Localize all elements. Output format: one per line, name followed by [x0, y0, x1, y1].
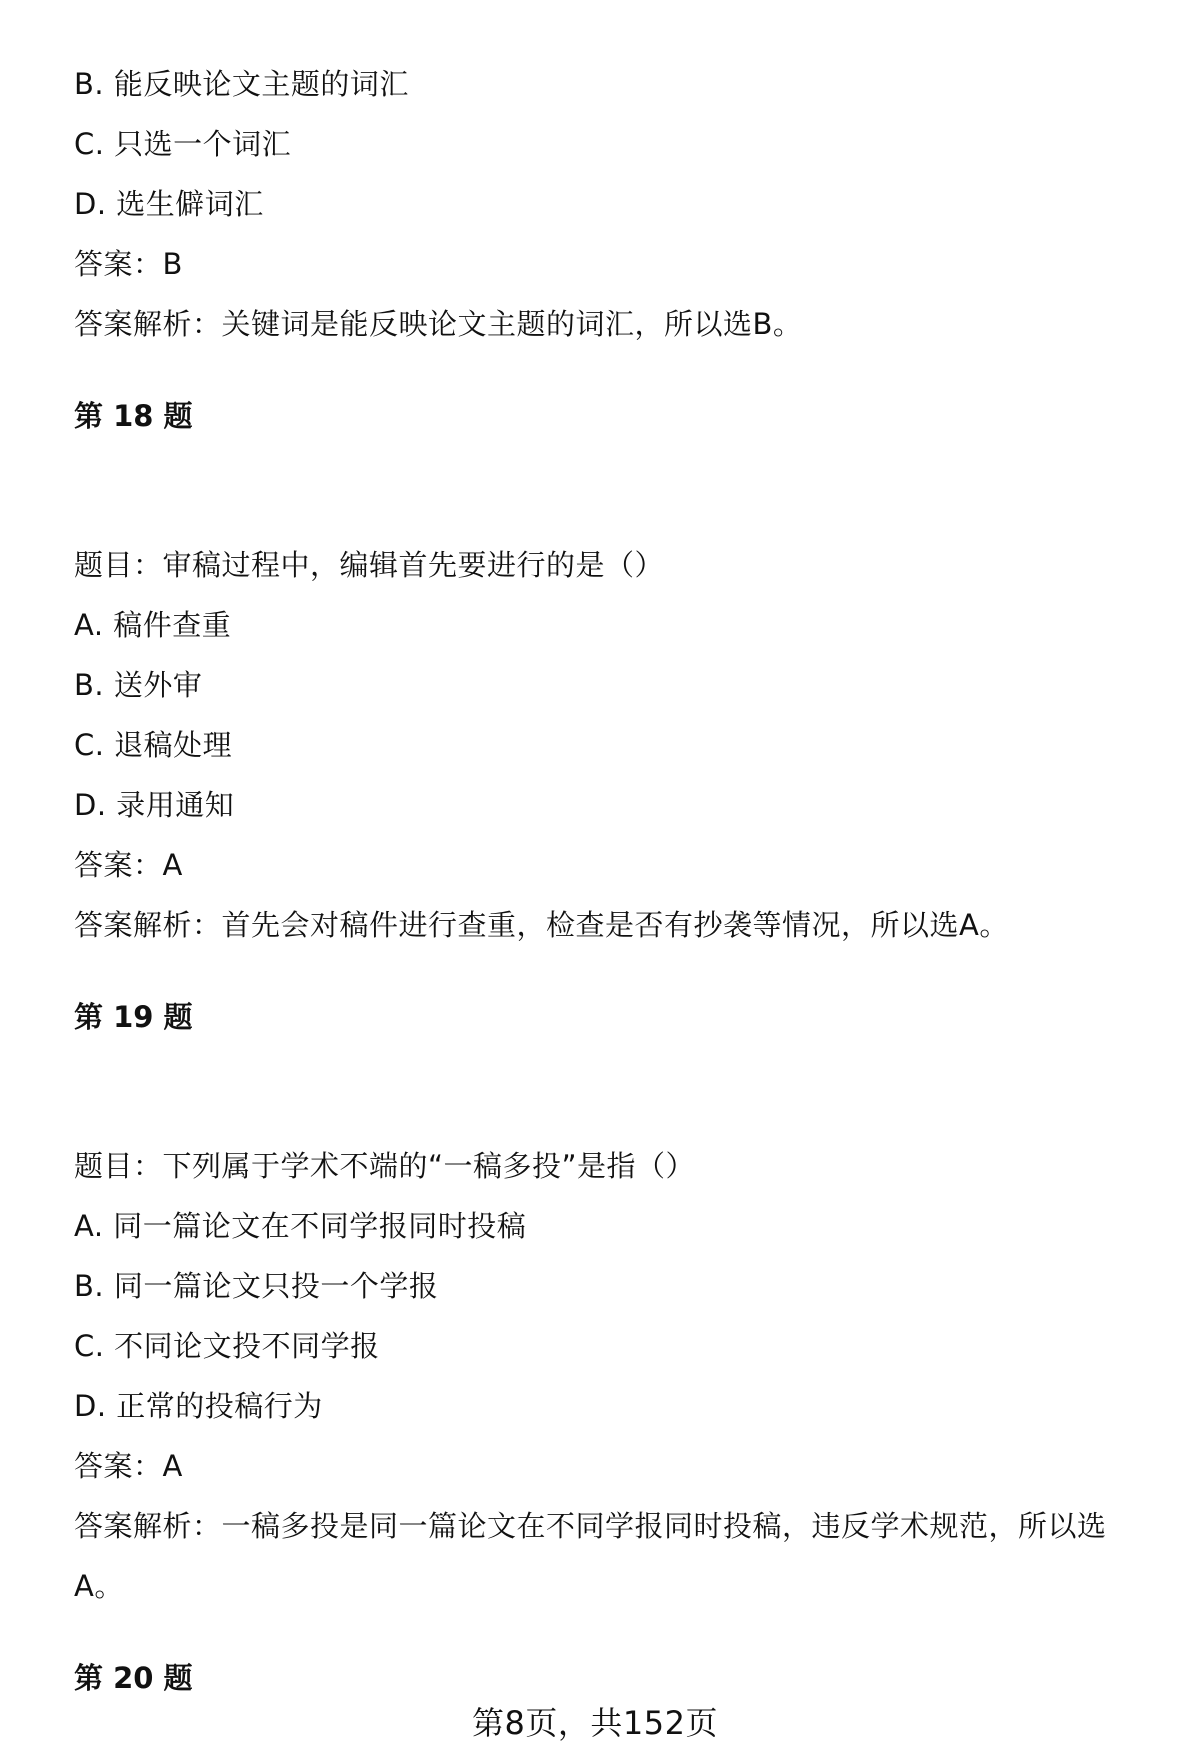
q19-option-b: B. 同一篇论文只投一个学报	[74, 1269, 439, 1303]
q19-question: 题目：下列属于学术不端的“一稿多投”是指（）	[74, 1149, 696, 1183]
q17-option-b: B. 能反映论文主题的词汇	[74, 67, 409, 101]
q18-answer: 答案：A	[74, 848, 183, 882]
q18-option-c: C. 退稿处理	[74, 728, 233, 762]
q18-explanation: 答案解析：首先会对稿件进行查重，检查是否有抄袭等情况，所以选A。	[74, 908, 1009, 942]
q19-option-a: A. 同一篇论文在不同学报同时投稿	[74, 1209, 527, 1243]
q18-option-b: B. 送外审	[74, 668, 203, 702]
q19-option-d: D. 正常的投稿行为	[74, 1389, 323, 1423]
q19-option-c: C. 不同论文投不同学报	[74, 1329, 380, 1363]
page-number-footer: 第8页，共152页	[472, 1704, 718, 1742]
q17-option-d: D. 选生僻词汇	[74, 187, 264, 221]
q18-option-d: D. 录用通知	[74, 788, 235, 822]
q18-heading: 第 18 题	[74, 399, 193, 433]
q19-explanation-line1: 答案解析：一稿多投是同一篇论文在不同学报同时投稿，违反学术规范，所以选	[74, 1509, 1107, 1543]
q19-heading: 第 19 题	[74, 1000, 193, 1034]
q19-explanation-line2: A。	[74, 1569, 124, 1603]
q18-question: 题目：审稿过程中，编辑首先要进行的是（）	[74, 548, 665, 582]
q17-answer: 答案：B	[74, 247, 183, 281]
q18-option-a: A. 稿件查重	[74, 608, 232, 642]
q20-heading: 第 20 题	[74, 1661, 193, 1695]
q17-explanation: 答案解析：关键词是能反映论文主题的词汇，所以选B。	[74, 307, 803, 341]
q17-option-c: C. 只选一个词汇	[74, 127, 292, 161]
q19-answer: 答案：A	[74, 1449, 183, 1483]
